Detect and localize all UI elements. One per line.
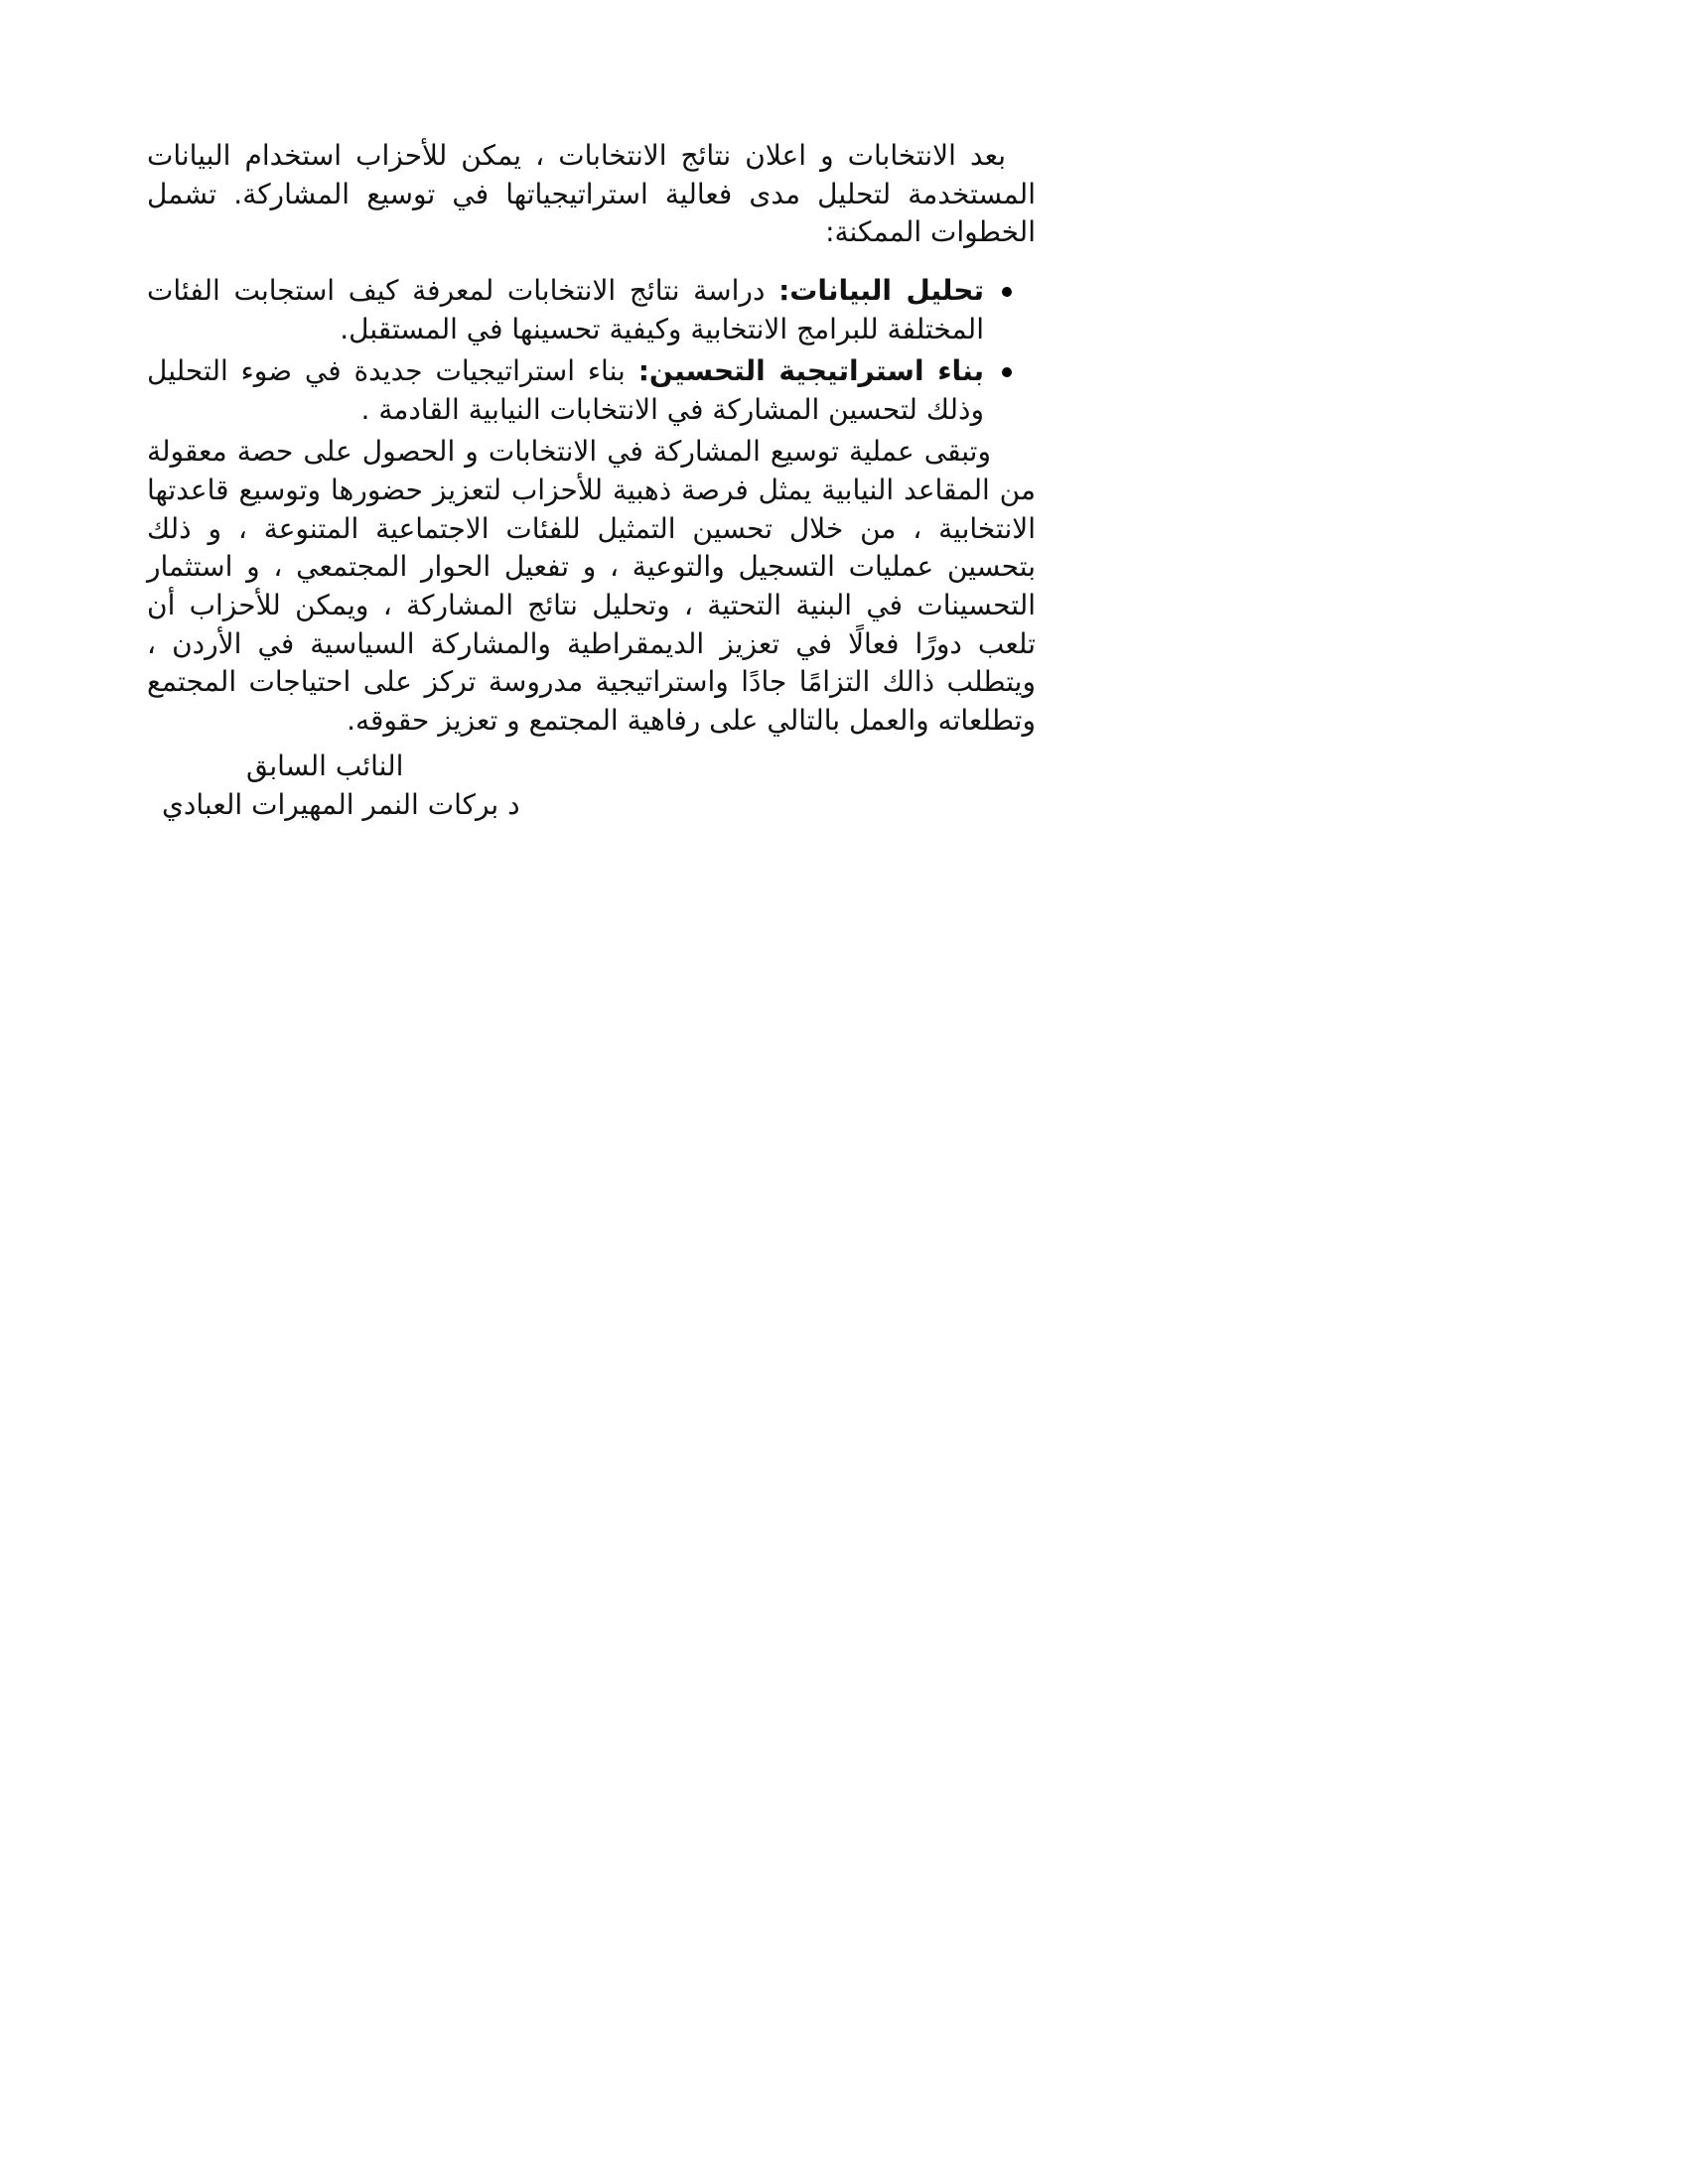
bullet-text: بناء استراتيجيات جديدة في ضوء التحليل وذلك لتحسين المشاركة في الانتخابات النيابية القادمة .	[147, 354, 984, 426]
intro-line-2: فعالية استراتيجياتها في توسيع المشاركة. تشمل الخطوات الممكنة:	[147, 177, 1036, 249]
bullet-list	[147, 272, 1036, 430]
document-body	[147, 137, 1036, 825]
signature-title: النائب السابق	[246, 750, 404, 783]
bullet-text: دراسة نتائج الانتخابات لمعرفة كيف استجابت الفئات المختلفة للبرامج الانتخابية وكيفية تحسينها في المستقبل.	[147, 273, 984, 345]
bullet-item-data-analysis	[147, 272, 984, 348]
intro-line-1: بعد الانتخابات و اعلان نتائج الانتخابات ، يمكن للأحزاب استخدام البيانات المستخدمة لتحليل مدى	[147, 139, 1036, 210]
bullet-title: بناء استراتيجية التحسين:	[637, 354, 985, 388]
bullet-icon	[1002, 367, 1012, 377]
bullet-title: تحليل البيانات:	[778, 273, 985, 307]
intro-paragraph	[147, 137, 1036, 252]
signature-name: د بركات النمر المهيرات العبادي	[162, 788, 520, 821]
signature-block	[147, 748, 1036, 824]
bullet-item-improvement-strategy	[147, 352, 984, 429]
closing-paragraph: وتبقى عملية توسيع المشاركة في الانتخابات و الحصول على حصة معقولة من المقاعد النيابية يمثل فرصة ذهبية للأحزاب لتعزيز حضورها وتوسيع قاعدتها الانتخابية ، من خلال تحسين التمثيل للفئات الاجتماعية المتنوعة ، و ذلك بتحسين عمليات التسجيل والتوعية ، و تفعيل الحوار المجتمعي ، و استثمار التحسينات في البنية التحتية ، وتحليل نتائج المشاركة ، ويمكن للأحزاب أن تلعب دورًا فعالًا في تعزيز الديمقراطية والمشاركة السياسية في الأردن ، ويتطلب ذالك التزامًا جادًا واستراتيجية مدروسة تركز على احتياجات المجتمع وتطلعاته والعمل بالتالي على رفاهية المجتمع و تعزيز حقوقه.	[147, 435, 1036, 737]
bullet-icon	[1002, 287, 1012, 297]
